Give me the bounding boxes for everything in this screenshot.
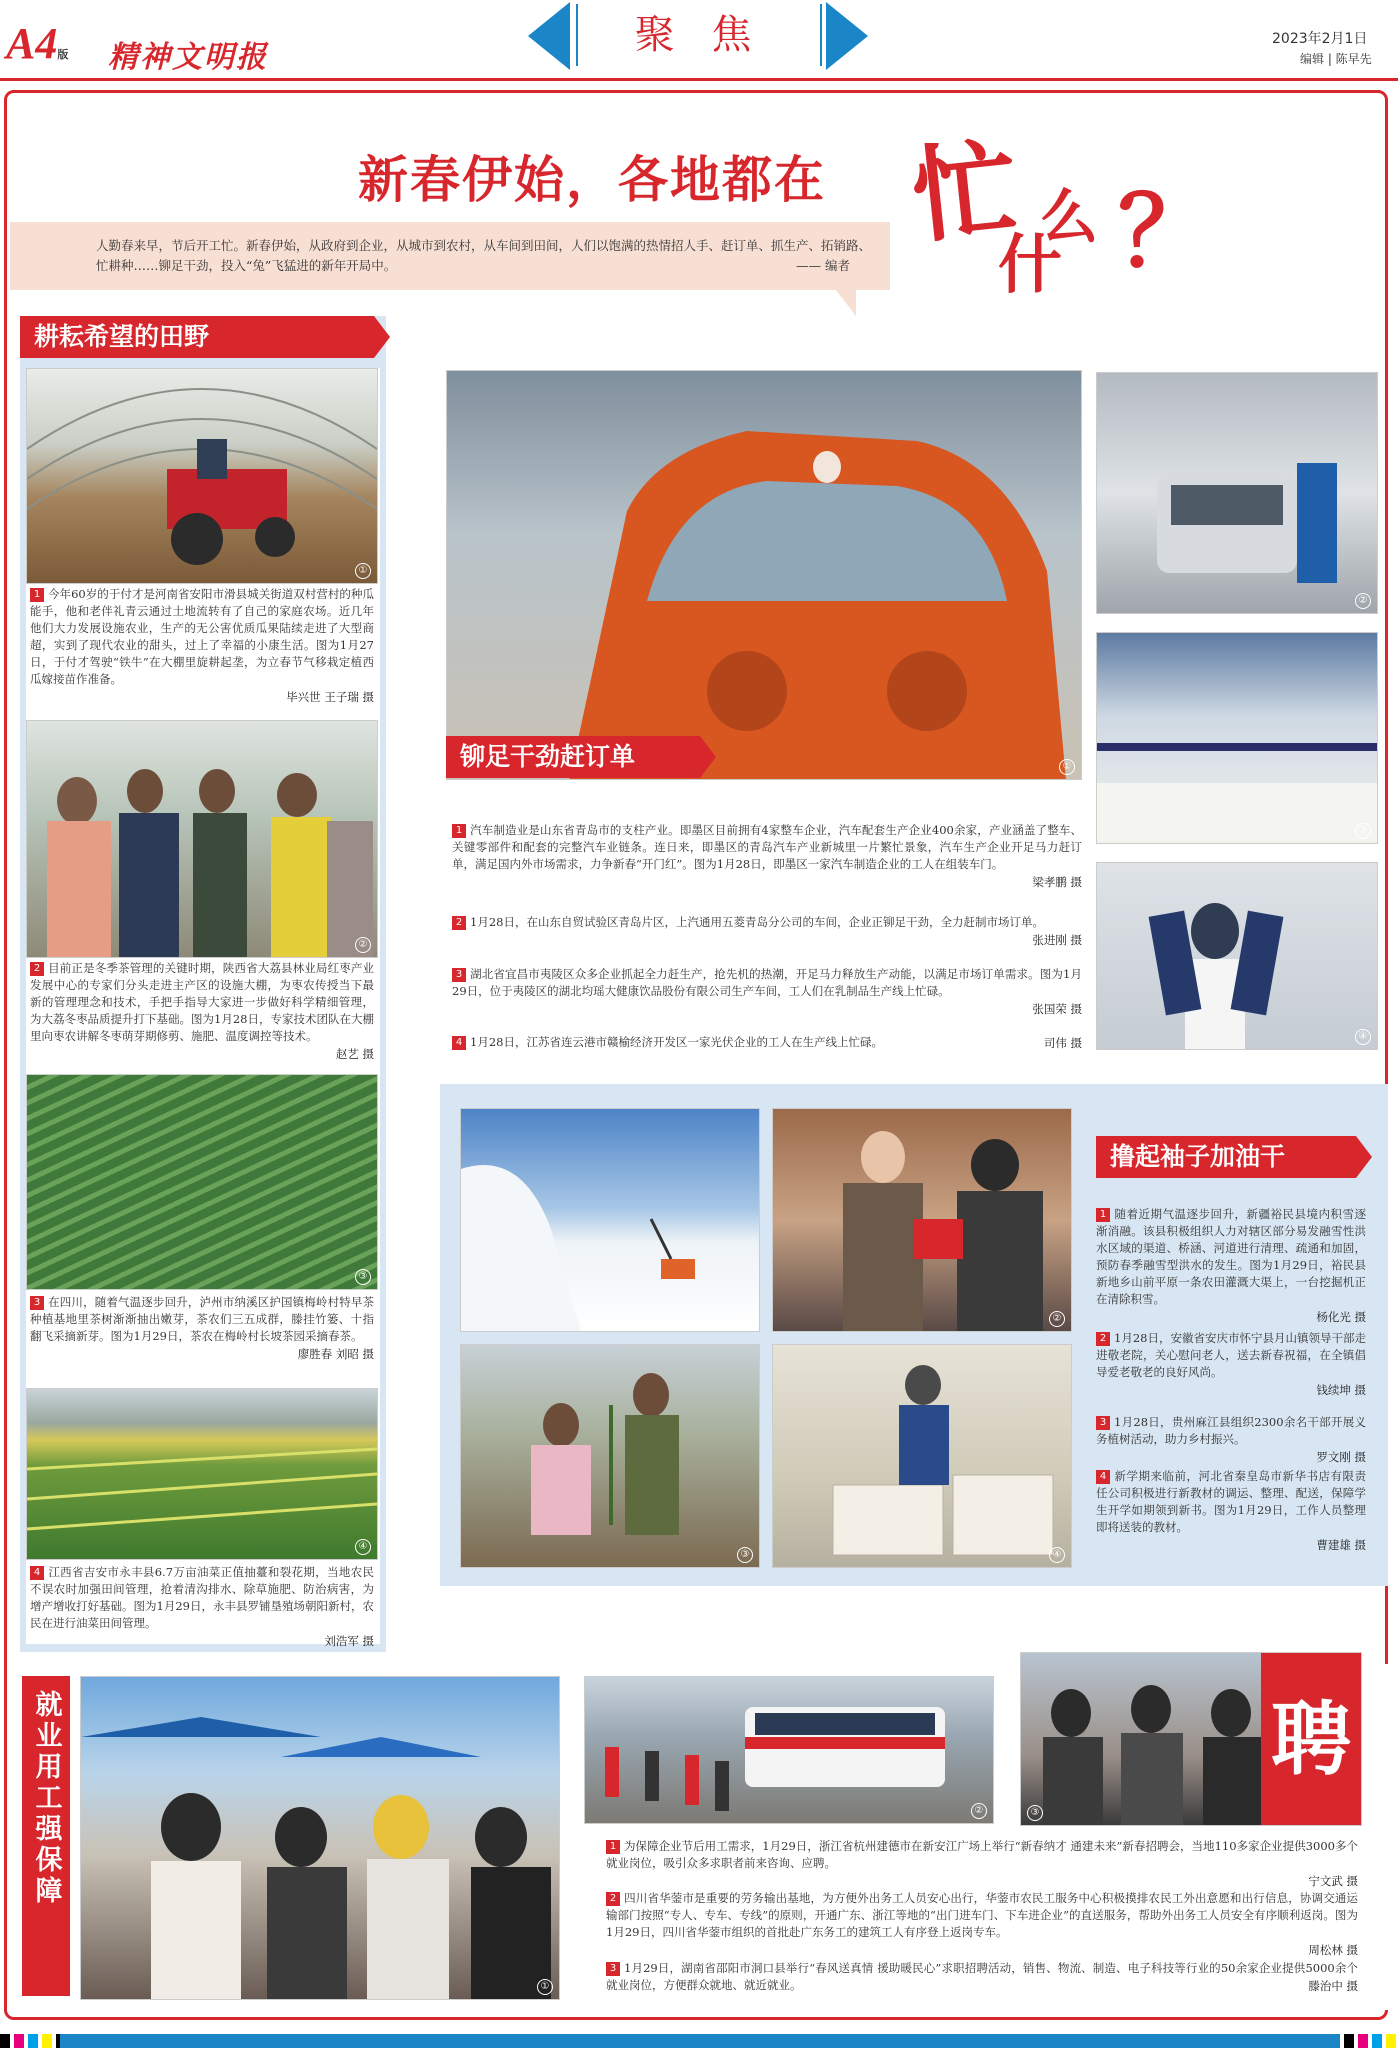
jobs-photo-recruit bbox=[1020, 1652, 1362, 1826]
field-caption-4: 4 江西省吉安市永丰县6.7万亩油菜正值抽薹和裂花期，当地农民不误农时加强田间管理，抢着清沟排水、除草施肥、防治病害，为增产增收打好基础。图为1月29日，永丰县罗铺垦殖场朝阳新村，农民在进行油菜田间管理。 刘浩军 摄 bbox=[30, 1565, 374, 1648]
recruit-crowd bbox=[1021, 1653, 1261, 1825]
field-caption-1: 1 今年60岁的于付才是河南省安阳市滑县城关街道双村营村的种瓜能手，他和老伴礼青云通过土地流转有了自己的家庭农场。近几年他们大力发展设施农业，生产的无公害优质瓜果陆续走进了大型商超，实到了现代农业的甜头，过上了幸福的小康生活。图为1月27日，于付才驾驶“铁牛”在大棚里旋耕起垄，为立春节气移栽定植西瓜嫁接苗作准备。 毕兴世 王子瑞 摄 bbox=[30, 587, 374, 704]
sleeves-photo-tree-planting bbox=[460, 1344, 760, 1568]
photo-number: ① bbox=[537, 1979, 553, 1995]
sleeves-title-arrow bbox=[1356, 1136, 1372, 1178]
recruit-sign: 聘 bbox=[1261, 1653, 1361, 1825]
factory-caption-2: 2 1月28日，在山东自贸试验区青岛片区，上汽通用五菱青岛分公司的车间，企业正铆足干劲，全力赶制市场订单。 张进刚 摄 bbox=[452, 914, 1082, 949]
photo-number: ④ bbox=[1049, 1547, 1065, 1563]
field-section-title: 耕耘希望的田野 bbox=[20, 316, 374, 358]
photo-number: ③ bbox=[1027, 1805, 1043, 1821]
page-header bbox=[0, 0, 1398, 80]
field-caption-2: 2 目前正是冬季茶管理的关键时期，陕西省大荔县林业局红枣产业发展中心的专家们分头走进主产区的设施大棚，为枣农传授当下最新的管理理念和技术，手把手指导大家进一步做好科学精细管理，为大荔冬枣品质提升打下基础。图为1月28日，专家技术团队在大棚里向枣农讲解冬枣萌芽期修剪、施肥、温度调控等技术。 赵艺 摄 bbox=[30, 961, 374, 1061]
people-figures bbox=[27, 721, 377, 957]
factory-photo-vans bbox=[1096, 372, 1378, 614]
sleeves-section-title: 撸起袖子加油干 bbox=[1096, 1136, 1356, 1178]
intro-sign: —— 编者 bbox=[796, 258, 850, 273]
photo-number: ④ bbox=[1355, 1029, 1371, 1045]
jobs-section-title bbox=[22, 1676, 70, 1996]
field-photo-tractor bbox=[26, 368, 378, 584]
field-photo-experts bbox=[26, 720, 378, 958]
factory-title-arrow bbox=[700, 736, 716, 778]
car-door-frame bbox=[447, 371, 1081, 779]
sleeves-photo-snow bbox=[460, 1108, 760, 1332]
factory-photo-dairy bbox=[1096, 632, 1378, 844]
sleeves-caption-2: 2 1月28日，安徽省安庆市怀宁县月山镇领导干部走进敬老院，关心慰问老人，送去新春祝福，在全镇倡导爱老敬老的良好风尚。 钱续坤 摄 bbox=[1096, 1331, 1366, 1397]
headline-question-mark: ？ bbox=[1118, 175, 1214, 288]
headline-big-char-2: 什 bbox=[998, 228, 1062, 303]
bottle-rows bbox=[1097, 633, 1377, 843]
intro-pointer bbox=[836, 290, 856, 316]
book-stacks bbox=[773, 1345, 1071, 1567]
people-handing-gift bbox=[773, 1109, 1071, 1331]
field-title-arrow bbox=[374, 316, 390, 358]
header-rule bbox=[0, 78, 1398, 81]
photo-number: ② bbox=[971, 1803, 987, 1819]
jobs-caption-2: 2 四川省华蓥市是重要的劳务输出基地，为方便外出务工人员安心出行，华蓥市农民工服务中心积极摸排农民工外出意愿和出行信息，协调交通运输部门按照“专人、专车、专线”的原则，开通广东、浙江等地的“出门进车门、下车进企业”的直送服务，帮助外出务工人员安全有序顺利返岗。图为1月29日，四川省华蓥市组织的首批赴广东务工的建筑工人有序登上返岗专车。 周松林 摄 bbox=[606, 1891, 1358, 1957]
photo-number: ② bbox=[1355, 593, 1371, 609]
intro-text: 人勤春来早，节后开工忙。新春伊始，从政府到企业，从城市到农村，从车间到田间，人们以饱满的热情招人手、赶订单、抓生产、拓销路、忙耕种……铆足干劲，投入“兔”飞猛进的新年开局中。 bbox=[96, 238, 872, 273]
jobs-photo-job-fair bbox=[80, 1676, 560, 2000]
photo-number: ③ bbox=[737, 1547, 753, 1563]
worker-with-panels bbox=[1097, 863, 1377, 1049]
sleeves-caption-4: 4 新学期来临前，河北省秦皇岛市新华书店有限责任公司积极进行新教材的调运、整理、配送，保障学生开学如期领到新书。图为1月29日，工作人员整理即将送装的教材。 曹建雄 摄 bbox=[1096, 1469, 1366, 1552]
paper-name-logo: 精神文明报 bbox=[108, 40, 268, 75]
issue-date: 2023年2月1日 bbox=[1272, 31, 1368, 47]
factory-caption-4: 4 1月28日，江苏省连云港市赣榆经济开发区一家光伏企业的工人在生产线上忙碌。 司伟 摄 bbox=[452, 1034, 1082, 1052]
headline-big-char-3: 么 bbox=[1040, 183, 1099, 251]
factory-section-title: 铆足干劲赶订单 bbox=[446, 736, 700, 778]
field-photo-rape-field bbox=[26, 1388, 378, 1560]
factory-photo-solar bbox=[1096, 862, 1378, 1050]
intro-box bbox=[10, 222, 890, 290]
photo-number: ③ bbox=[1355, 823, 1371, 839]
sleeves-photo-elderly-visit bbox=[772, 1108, 1072, 1332]
jobs-caption-3: 3 1月29日，湖南省邵阳市洞口县举行“春风送真情 援助暖民心”求职招聘活动，销售、物流、制造、电子科技等行业的50余家企业提供5000余个就业岗位，方便群众就地、就近就业。 滕治中 摄 bbox=[606, 1961, 1358, 1993]
factory-caption-3: 3 湖北省宜昌市夷陵区众多企业抓起全力赶生产，抢先机的热潮，开足马力释放生产动能，以满足市场订单需求。图为1月29日，位于夷陵区的湖北均瑶大健康饮品股份有限公司生产车间，工人们在乳制品生产线上忙碌。 张国荣 摄 bbox=[452, 967, 1082, 1016]
photo-number: ② bbox=[355, 937, 371, 953]
photo-number: ① bbox=[355, 563, 371, 579]
photo-number: ① bbox=[737, 1311, 753, 1327]
prev-arrow-icon bbox=[528, 2, 570, 70]
jobs-section-title-text: 就业用工强保障 bbox=[30, 1690, 62, 1907]
planting-figures bbox=[461, 1345, 759, 1567]
sleeves-caption-3: 3 1月28日，贵州麻江县组织2300余名干部开展义务植树活动，助力乡村振兴。 罗文刚 摄 bbox=[1096, 1415, 1366, 1464]
headline: 新春伊始，各地都在 bbox=[358, 151, 826, 209]
column-title: 聚 焦 bbox=[576, 4, 822, 66]
factory-photo-car-door bbox=[446, 370, 1082, 780]
photo-number: ② bbox=[1049, 1311, 1065, 1327]
greenhouse-arches bbox=[27, 369, 377, 583]
sleeves-photo-textbooks bbox=[772, 1344, 1072, 1568]
sleeves-caption-1: 1 随着近期气温逐步回升，新疆裕民县境内积雪逐渐消融。该县积极组织人力对辖区部分易发融雪性洪水区域的渠道、桥涵、河道进行清理、疏通和加固，预防春季融雪型洪水的发生。图为1月29日，裕民县新地乡山前平原一条农田灌溉大渠上，一台挖掘机正在清除积雪。 杨化光 摄 bbox=[1096, 1207, 1366, 1324]
photo-number: ④ bbox=[355, 1539, 371, 1555]
jobs-photo-bus bbox=[584, 1676, 994, 1824]
field-caption-3: 3 在四川，随着气温逐步回升，泸州市纳溪区护国镇梅岭村特早茶种植基地里茶树渐渐抽出嫩芽，茶农们三五成群，滕挂竹篓、十指翻飞采摘新芽。图为1月29日，茶农在梅岭村长坡茶园采摘春茶。 廖胜春 刘昭 摄 bbox=[30, 1295, 374, 1361]
headline-big-char: 忙 bbox=[906, 124, 1024, 259]
field-photo-tea-garden bbox=[26, 1074, 378, 1290]
next-arrow-icon bbox=[826, 2, 868, 70]
print-color-bar-mid bbox=[60, 2034, 1340, 2048]
field-rows bbox=[27, 1389, 377, 1559]
jobs-caption-1: 1 为保障企业节后用工需求，1月29日，浙江省杭州建德市在新安江广场上举行“新春纳才 通建未来”新春招聘会，当地110多家企业提供3000多个就业岗位，吸引众多求职者前来咨询、应聘。 宁文武 摄 bbox=[606, 1839, 1358, 1888]
photo-number: ③ bbox=[355, 1269, 371, 1285]
page-number: A4版 bbox=[6, 19, 69, 68]
job-fair-crowd bbox=[81, 1677, 559, 1999]
van-shape bbox=[1097, 373, 1377, 613]
photo-number: ① bbox=[1059, 759, 1075, 775]
excavator-in-snow bbox=[461, 1109, 759, 1331]
factory-caption-1: 1 汽车制造业是山东省青岛市的支柱产业。即墨区目前拥有4家整车企业，汽车配套生产企业400余家，产业涵盖了整车、关键零部件和配套的完整汽车业链条。连日来，即墨区的青岛汽车产业新城里一片繁忙景象，汽车生产企业开足马力赶订单，满足国内外市场需求，力争新春“开门红”。图为1月28日，即墨区一家汽车制造企业的工人在组装车门。 梁孝鹏 摄 bbox=[452, 823, 1082, 889]
editor-name: 编辑 | 陈早先 bbox=[1300, 52, 1372, 66]
bus-and-workers bbox=[585, 1677, 993, 1823]
